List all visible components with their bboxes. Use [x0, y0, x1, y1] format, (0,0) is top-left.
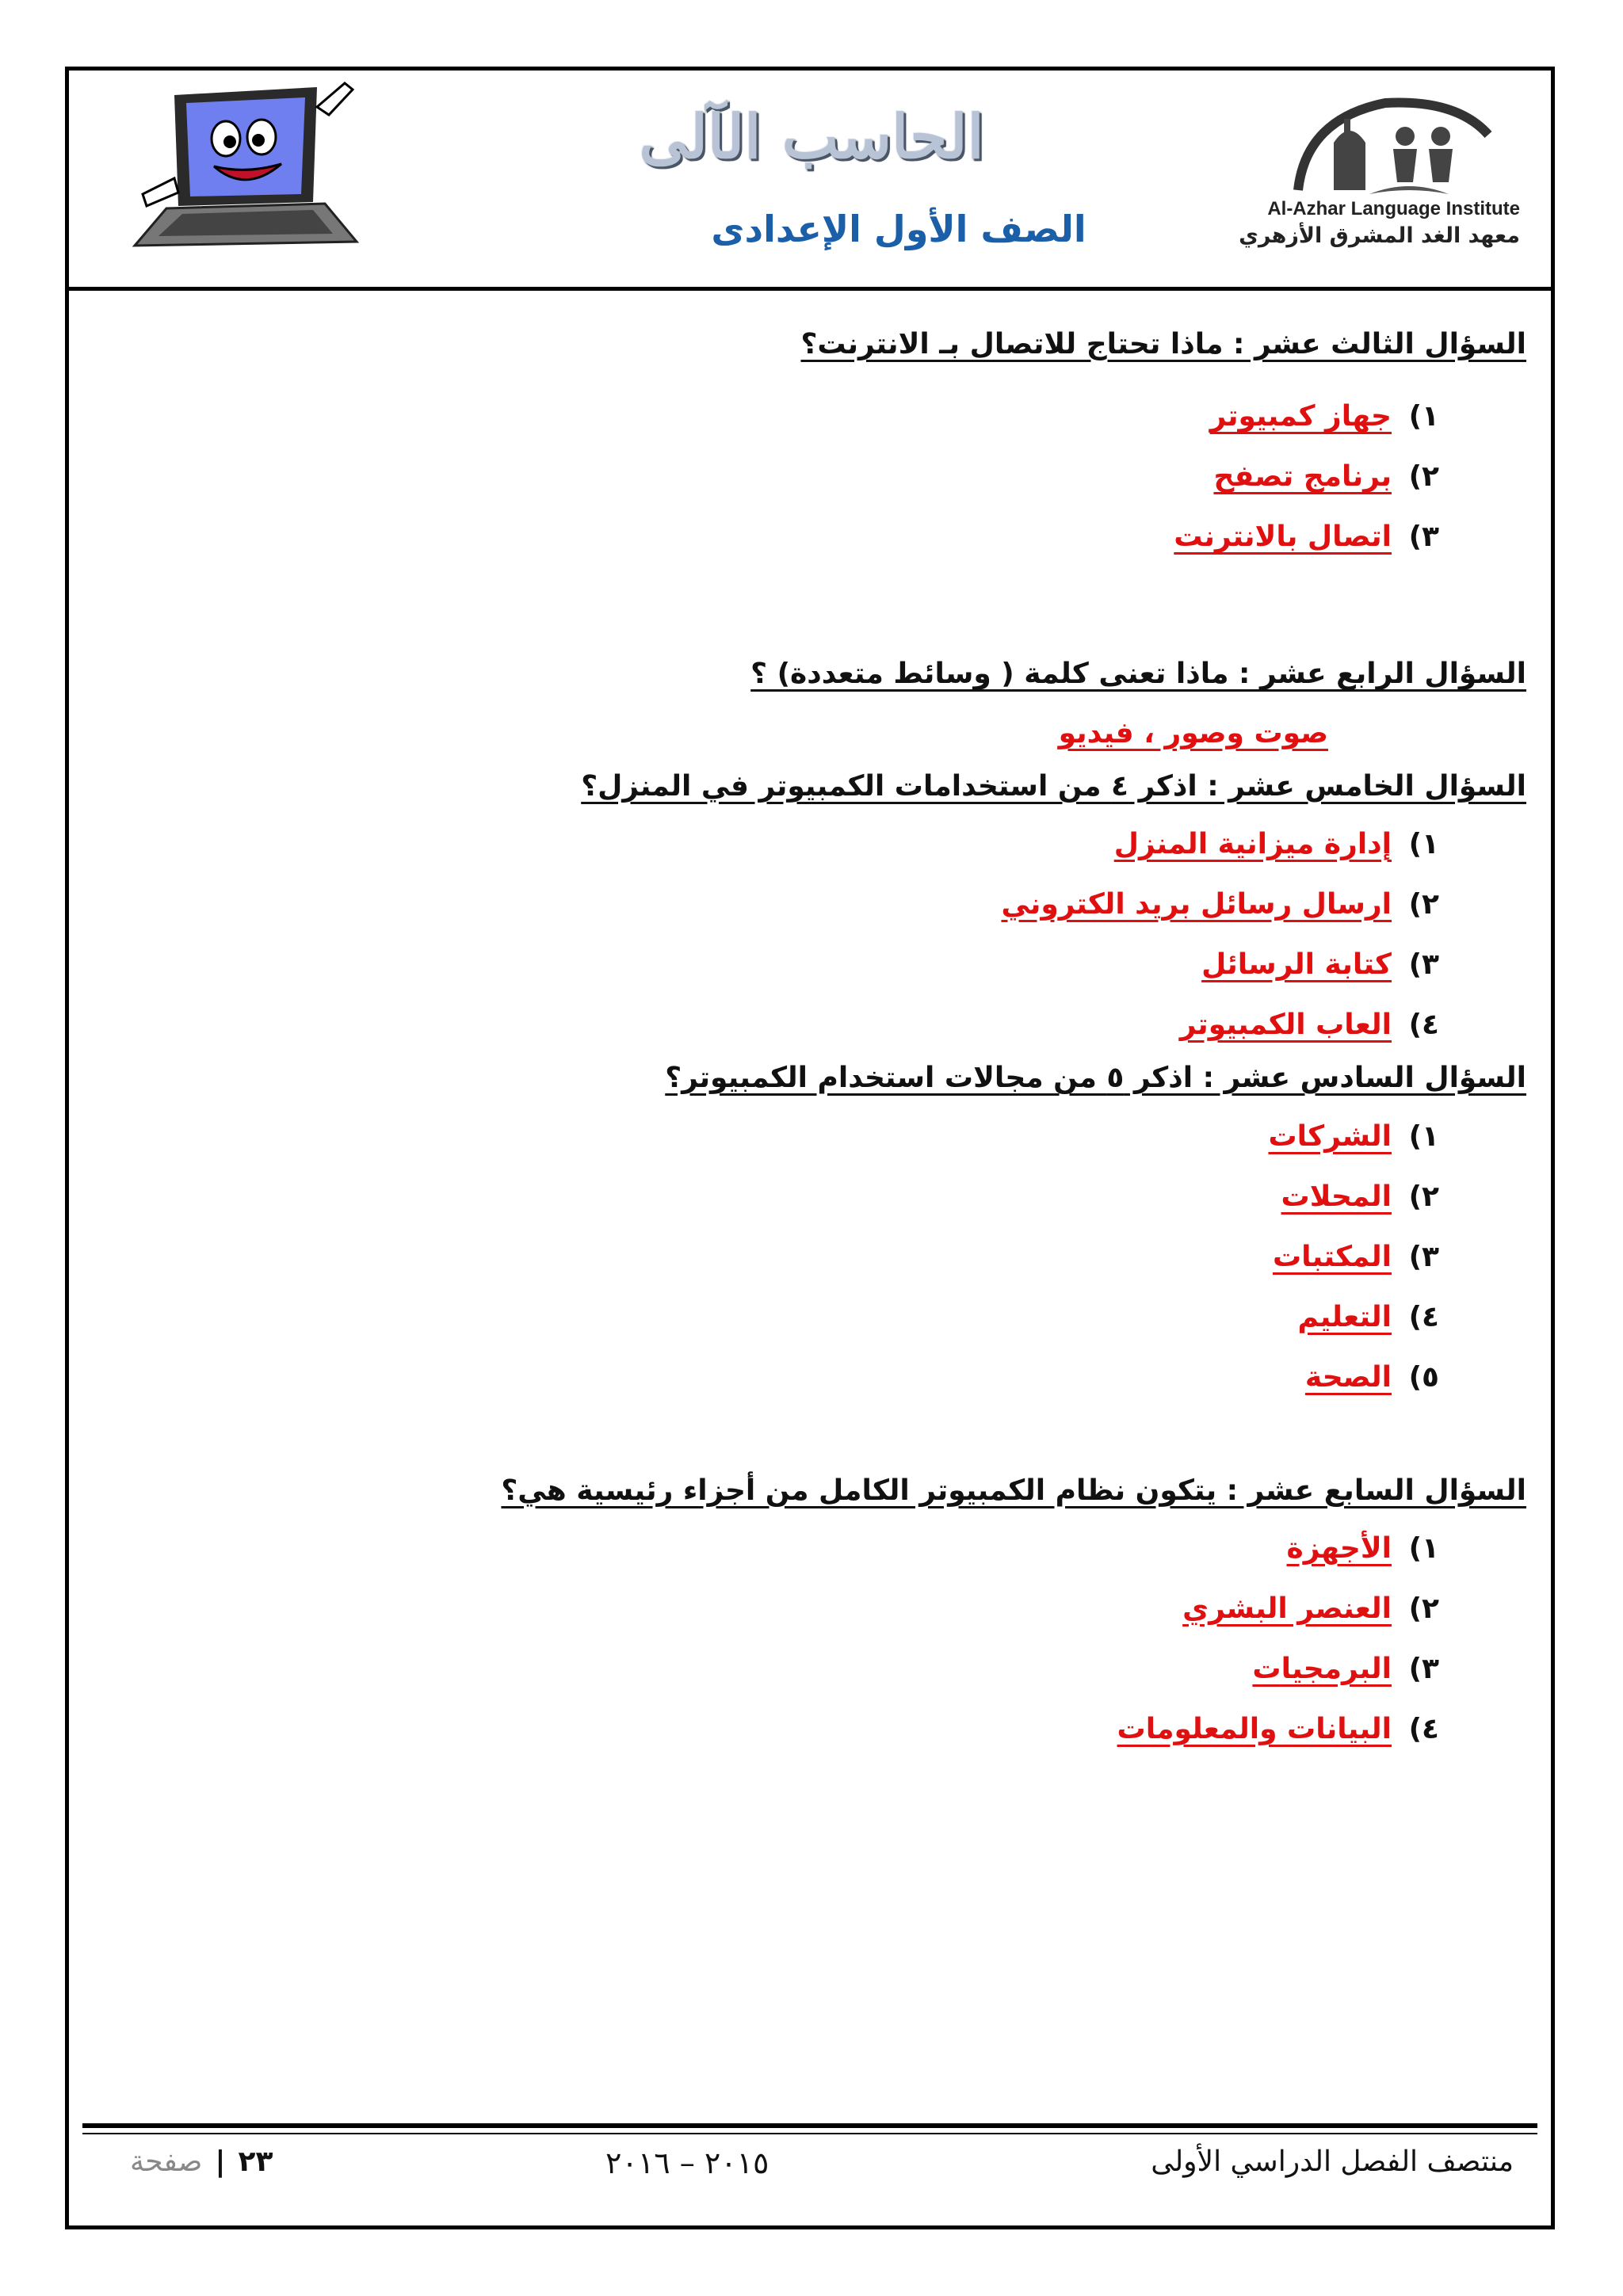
- question-14: السؤال الرابع عشر : ماذا تعنى كلمة ( وسائط متعددة) ؟: [750, 658, 1526, 691]
- content-area: [132, 317, 1526, 1760]
- list-item: ٣) كتابة الرسائل: [1201, 948, 1439, 982]
- list-item: ١) إدارة ميزانية المنزل: [1113, 828, 1439, 861]
- list-item: ٣) اتصال بالانترنت: [1174, 521, 1439, 554]
- question-15: السؤال الخامس عشر : اذكر ٤ من استخدامات الكمبيوتر في المنزل؟: [581, 769, 1526, 803]
- page-number: ٢٣: [238, 2145, 273, 2178]
- list-item: ٤) العاب الكمبيوتر: [1179, 1009, 1439, 1042]
- answers-13: [132, 387, 1526, 567]
- answers-16: [132, 1107, 1526, 1408]
- list-item: ٢) برنامج تصفح: [1213, 460, 1439, 494]
- list-item: ١) الأجهزة: [1286, 1531, 1439, 1565]
- institute-name-ar: معهد الغد المشرق الأزهري: [1239, 223, 1520, 248]
- question-16: السؤال السادس عشر : اذكر ٥ من مجالات استخدام الكمبيوتر؟: [665, 1062, 1526, 1095]
- footer-divider: [82, 2123, 1537, 2128]
- page-footer: [82, 2145, 1537, 2201]
- academic-year: ٢٠١٥ – ٢٠١٦: [605, 2145, 769, 2180]
- list-item: ٤) البيانات والمعلومات: [1117, 1712, 1439, 1745]
- page-label: صفحة: [130, 2145, 203, 2178]
- list-item: ٤) التعليم: [1297, 1300, 1439, 1333]
- page-number-block: [130, 2145, 273, 2178]
- institute-name-en: Al-Azhar Language Institute: [1267, 198, 1520, 219]
- list-item: ٢) المحلات: [1281, 1180, 1439, 1213]
- header-divider: [65, 287, 1555, 291]
- question-17: السؤال السابع عشر : يتكون نظام الكمبيوتر الكامل من أجزاء رئيسية هي؟: [501, 1474, 1526, 1507]
- list-item: ٢) العنصر البشري: [1182, 1592, 1439, 1625]
- term-label: منتصف الفصل الدراسي الأولى: [1151, 2145, 1514, 2178]
- answer-14: صوت وصور ، فيديو: [1058, 716, 1328, 749]
- page-separator: |: [215, 2145, 226, 2178]
- list-item: ١) الشركات: [1268, 1119, 1439, 1153]
- list-item: ٣) البرمجيات: [1252, 1652, 1439, 1685]
- grade-subtitle: الصف الأول الإعدادى: [711, 208, 1086, 250]
- list-item: ٣) المكتبات: [1272, 1240, 1439, 1273]
- question-13: السؤال الثالث عشر : ماذا تحتاج للاتصال بـ الانترنت؟: [800, 328, 1526, 360]
- page-title: الحاسب الآلى: [639, 101, 984, 172]
- answers-15: [132, 814, 1526, 1055]
- list-item: ٥) الصحة: [1304, 1360, 1439, 1394]
- answers-17: [132, 1519, 1526, 1760]
- list-item: ٢) ارسال رسائل بريد الكتروني: [1001, 888, 1439, 921]
- footer-divider-thin: [82, 2133, 1537, 2134]
- list-item: ١) جهاز كمبيوتر: [1209, 400, 1439, 433]
